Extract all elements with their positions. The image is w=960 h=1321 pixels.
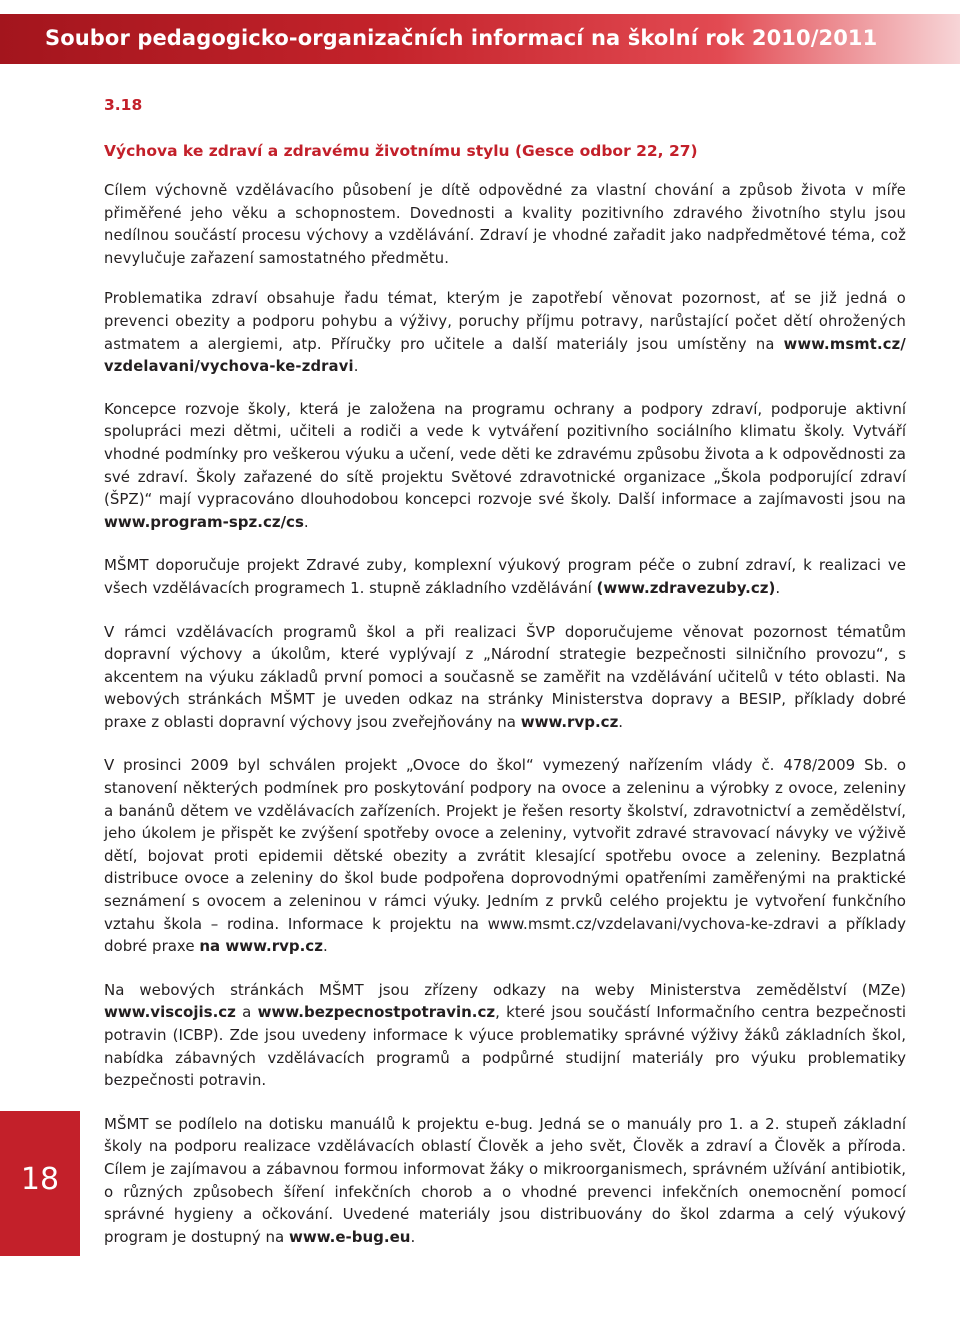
header-banner [0,14,960,64]
link-program-spz[interactable]: www.program-spz.cz/cs [104,512,304,531]
section-number: 3.18 [104,96,143,114]
section-title: Výchova ke zdraví a zdravému životnímu stylu (Gesce odbor 22, 27) [104,142,698,160]
link-zdravezuby[interactable]: (www.zdravezuby.cz) [596,578,776,597]
paragraph-text: Problematika zdraví obsahuje řadu témat, kterým je zapotřebí věnovat pozornost, ať se již jedná o prevenci obezity a podporu pohybu a výživy, poruchy příjmu potravy, narůstající počet dětí ohrožených astmatem a alergiemi, atp. Příručky pro učitele a další materiály jsou umístěny na [104,290,906,353]
paragraph-traffic-education [104,621,906,734]
paragraph-text: V rámci vzdělávacích programů škol a při realizaci ŠVP doporučujeme věnovat pozornost tématům dopravní výchovy a úkolům, které vyplývají z „Národní strategie bezpečnosti silničního provozu“, s akcentem na výuku základů první pomoci a současně se zaměřit na vzdělávání učitelů v této oblasti. Na webových stránkách MŠMT je uveden odkaz na stránky Ministerstva dopravy a BESIP, příklady dobré praxe z oblasti dopravní výchovy jsou zveřejňovány na [104,622,906,731]
paragraph-e-bug [104,1113,906,1249]
paragraph-text: Koncepce rozvoje školy, která je založena na programu ochrany a podpory zdraví, podporuje aktivní spolupráci mezi dětmi, učiteli a rodiči a vede k vytváření pozitivního sociálního klimatu školy. Vytváří vhodné podmínky pro veškerou výuku a učení, vede děti ke zdravému způsobu života a k odpovědnosti za své zdraví. Školy zařazené do sítě projektu Světové zdravotnické organizace „Škola podporující zdraví (ŠPZ)“ mají vypracováno dlouhodobou koncepci rozvoje své školy. Další informace a zajímavosti jsou na [104,399,906,509]
paragraph-health-topics [104,288,906,378]
paragraph-food-safety [104,979,906,1092]
link-rvp-2[interactable]: na www.rvp.cz [199,937,323,956]
paragraph-end: . [353,358,359,376]
paragraph-mid: a [235,1003,258,1022]
paragraph-school-concept [104,398,906,534]
paragraph-end: , které jsou součástí Informačního centra bezpečnosti potravin (ICBP). Zde jsou uvedeny informace k výuce problematiky správné výživy žáků základních škol, nabídka zábavných vzdělávacích programů a podpůrné studijní materiály pro výuku problematiky bezpečnosti potravin. [104,1003,906,1090]
link-e-bug[interactable]: www.e-bug.eu [289,1227,411,1246]
document-title: Soubor pedagogicko-organizačních informací na školní rok 2010/2011 [45,26,878,50]
page-number: 18 [20,1162,60,1197]
paragraph-text: MŠMT doporučuje projekt Zdravé zuby, komplexní výukový program péče o zubní zdraví, k realizaci ve všech vzdělávacích programech 1. stupně základního vzdělávání [104,556,906,597]
paragraph-fruit-to-schools [104,754,906,957]
main-content [104,94,906,1248]
paragraph-end: . [303,512,309,531]
paragraph-end: . [322,937,328,956]
paragraph-end: . [618,712,624,731]
link-bezpecnostpotravin[interactable]: www.bezpecnostpotravin.cz [257,1003,496,1022]
paragraph-text: Na webových stránkách MŠMT jsou zřízeny odkazy na weby Ministerstva zemědělství (MZe) [104,980,906,999]
link-viscojis[interactable]: www.viscojis.cz [104,1003,236,1022]
paragraph-text: V prosinci 2009 byl schválen projekt „Ovoce do škol“ vymezený nařízením vlády č. 478/2009 Sb. o stanovení některých podmínek pro poskytování podpory na ovoce a zeleninu a výrobky z ovoce, zeleniny a banánů dětem ve vzdělávacích zařízeních. Projekt je řešen resorty školství, zdravotnictví a zemědělství, jeho úkolem je přispět ke zvýšení spotřeby ovoce a zeleniny, vytvořit zdravé stravovací návyky ve výživě dětí, bojovat proti epidemii dětské obezity a zvrátit klesající spotřebu ovoce a zeleniny. Bezplatná distribuce ovoce a zeleniny do škol bude podpořena doprovodnými opatřeními zaměřenými na praktické seznámení s ovocem a zeleninou v rámci výuky. Jedním z prvků celého projektu je vytvoření funkčního vztahu škola – rodina. Informace k projektu na www.msmt.cz/vzdelavani/vychova-ke-zdravi a příklady dobré praxe [104,756,906,956]
paragraph-end: . [410,1227,416,1246]
paragraph-end: . [775,578,781,597]
paragraph-healthy-teeth [104,554,906,599]
link-msmt-vychova[interactable]: www.msmt.cz/ vzdelavani/vychova-ke-zdravi [104,335,906,376]
paragraph-goal: Cílem výchovně vzdělávacího působení je dítě odpovědné za vlastní chování a způsob života v míře přiměřené jeho věku a schopnostem. Dovednosti a kvality pozitivního zdravého životního stylu jsou nedílnou součástí procesu výchovy a vzdělávání. Zdraví je vhodné zařadit jako nadpředmětové téma, což nevylučuje zařazení samostatného předmětu. [104,182,906,267]
link-rvp[interactable]: www.rvp.cz [520,712,619,731]
paragraph-text: MŠMT se podílelo na dotisku manuálů k projektu e-bug. Jedná se o manuály pro 1. a 2. stupeň základní školy na podporu realizace vzdělávacích oblastí Člověk a jeho svět, Člověk a zdraví a Člověk a příroda. Cílem je zajímavou a zábavnou formou informovat žáky o mikroorganismech, správném užívání antibiotik, o různých způsobech šíření infekčních chorob a o vhodné prevenci infekčních onemocnění pomocí správné hygieny a očkování. Uvedené materiály jsou distribuovány do škol zdarma a celý výukový program je dostupný na [104,1114,906,1246]
